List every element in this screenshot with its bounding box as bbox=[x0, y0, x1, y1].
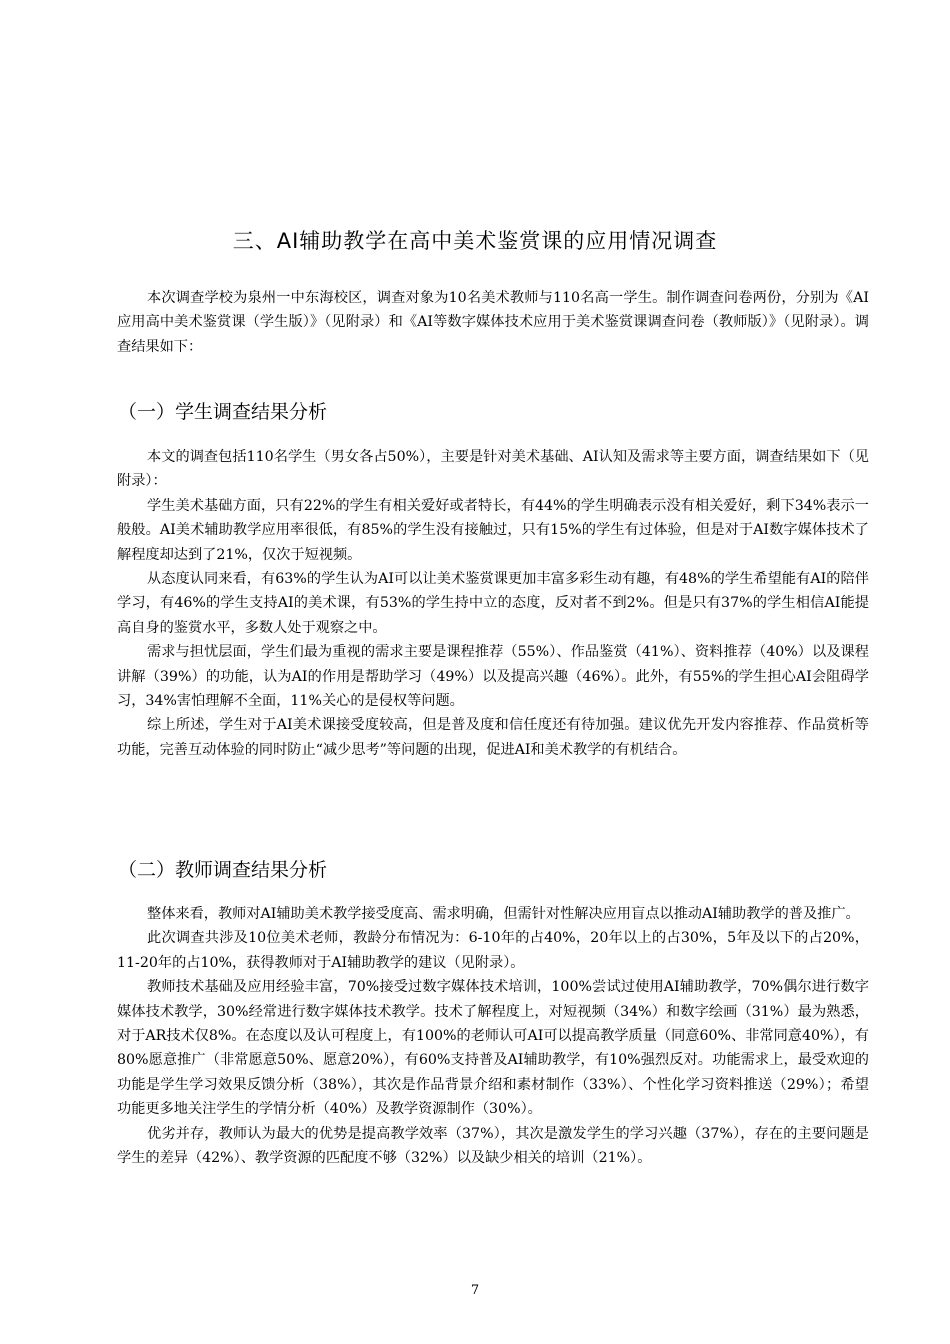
paragraph: 学生美术基础方面，只有22%的学生有相关爱好或者特长，有44%的学生明确表示没有相关爱好，剩下34%表示一般般。AI美术辅助教学应用率很低，有85%的学生没有接触过，只有15%的学生有过体验，但是对于AI数字媒体技术了解程度却达到了21%，仅次于短视频。 bbox=[117, 497, 869, 563]
paragraph: 本文的调查包括110名学生（男女各占50%），主要是针对美术基础、AI认知及需求等主要方面，调查结果如下（见附录）： bbox=[117, 449, 869, 490]
page-number: 7 bbox=[470, 1283, 480, 1298]
section-heading-students: （一）学生调查结果分析 bbox=[118, 401, 328, 423]
paragraph: 此次调查共涉及10位美术老师，教龄分布情况为：6-10年的占40%，20年以上的占30%，5年及以下的占20%，11-20年的占10%，获得教师对于AI辅助教学的建议（见附录）。 bbox=[117, 930, 869, 971]
section-teachers-body bbox=[117, 902, 869, 1170]
paragraph: 从态度认同来看，有63%的学生认为AI可以让美术鉴赏课更加丰富多彩生动有趣，有48%的学生希望能有AI的陪伴学习，有46%的学生支持AI的美术课，有53%的学生持中立的态度，反对者不到2%。但是只有37%的学生相信AI能提高自身的鉴赏水平，多数人处于观察之中。 bbox=[117, 571, 869, 636]
paragraph: 综上所述，学生对于AI美术课接受度较高，但是普及度和信任度还有待加强。建议优先开发内容推荐、作品赏析等功能，完善互动体验的同时防止“减少思考”等问题的出现，促进AI和美术教学的有机结合。 bbox=[117, 717, 869, 758]
section-students-body bbox=[117, 445, 869, 762]
page-title: 三、AI辅助教学在高中美术鉴赏课的应用情况调查 bbox=[232, 229, 718, 253]
intro-section bbox=[117, 286, 869, 359]
paragraph: 教师技术基础及应用经验丰富，70%接受过数字媒体技术培训，100%尝试过使用AI辅助教学，70%偶尔进行数字媒体技术教学，30%经常进行数字媒体技术教学。技术了解程度上，对短视频（34%）和数字绘画（31%）最为熟悉，对于AR技术仅8%。在态度以及认可程度上，有100%的老师认可AI可以提高教学质量（同意60%、非常同意40%），有80%愿意推广（非常愿意50%、愿意20%），有60%支持普及AI辅助教学，有10%强烈反对。功能需求上，最受欢迎的功能是学生学习效果反馈分析（38%），其次是作品背景介绍和素材制作（33%）、个性化学习资料推送（29%）；希望功能更多地关注学生的学情分析（40%）及教学资源制作（30%）。 bbox=[117, 979, 869, 1118]
intro-paragraph: 本次调查学校为泉州一中东海校区，调查对象为10名美术教师与110名高一学生。制作调查问卷两份，分别为《AI应用高中美术鉴赏课（学生版）》（见附录）和《AI等数字媒体技术应用于美术鉴赏课调查问卷（教师版）》（见附录）。调查结果如下： bbox=[117, 290, 869, 355]
paragraph: 优劣并存，教师认为最大的优势是提高教学效率（37%），其次是激发学生的学习兴趣（37%），存在的主要问题是学生的差异（42%）、教学资源的匹配度不够（32%）以及缺少相关的培训（21%）。 bbox=[117, 1125, 869, 1167]
paragraph: 整体来看，教师对AI辅助美术教学接受度高、需求明确，但需针对性解决应用盲点以推动AI辅助教学的普及推广。 bbox=[147, 906, 860, 922]
paragraph: 需求与担忧层面，学生们最为重视的需求主要是课程推荐（55%）、作品鉴赏（41%）、资料推荐（40%）以及课程讲解（39%）的功能，认为AI的作用是帮助学习（49%）以及提高兴趣（46%）。此外，有55%的学生担心AI会阻碍学习，34%害怕理解不全面，11%关心的是侵权等问题。 bbox=[117, 644, 869, 710]
section-heading-teachers: （二）教师调查结果分析 bbox=[118, 859, 328, 881]
